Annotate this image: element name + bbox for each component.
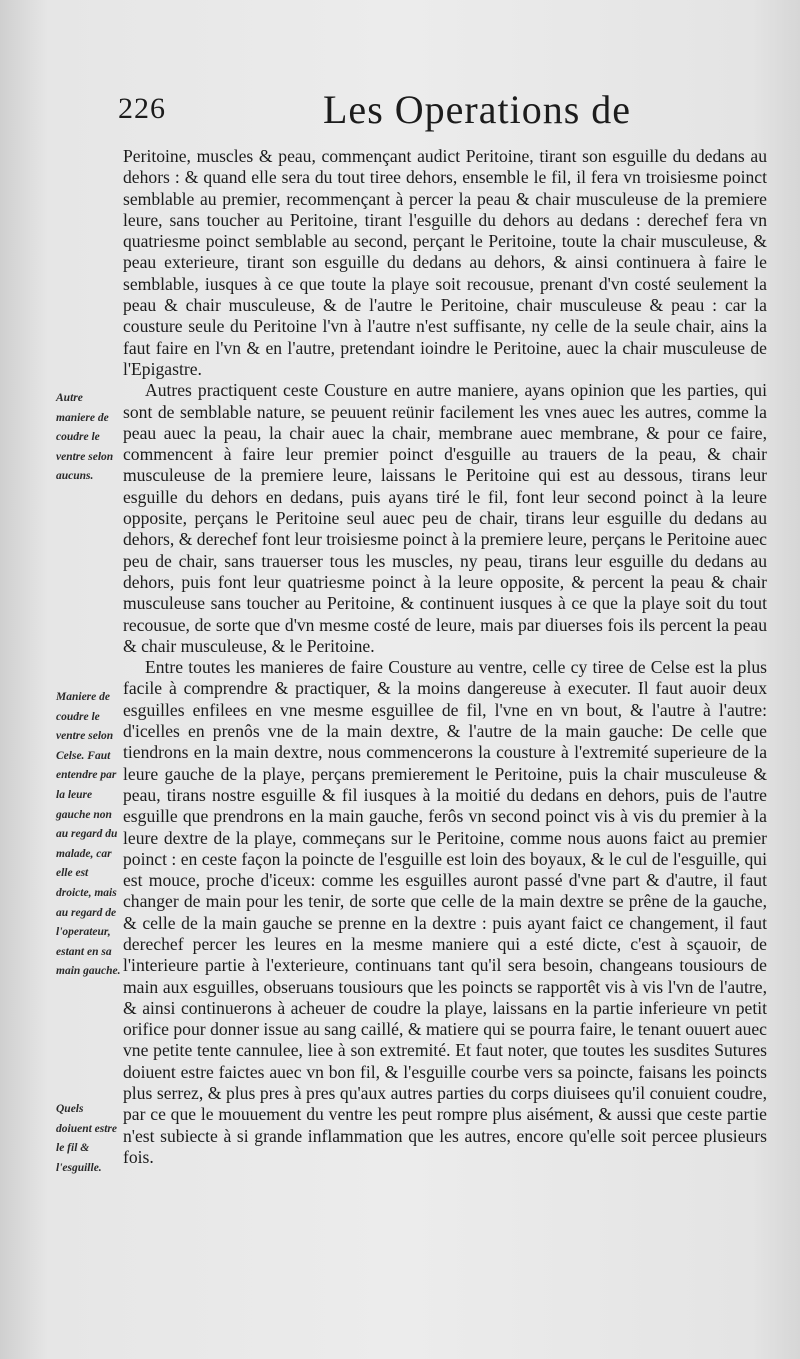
body-text	[123, 146, 767, 1168]
page-number: 226	[118, 92, 166, 125]
paragraph: Entre toutes les manieres de faire Cousture au ventre, celle cy tiree de Celse est la plus facile à comprendre & practiquer, & la moins dangereuse à executer. Il faut auoir deux esguilles enfilees en vne mesme esguillee de fil, l'vne en vn bout, & l'autre à l'autre: d'icelles en prenôs vne de la main dextre, & l'autre de la main gauche: De celle que tiendrons en la main dextre, nous commencerons la cousture à l'extremité superieure de la leure gauche de la playe, perçans premierement le Peritoine, puis la chair musculeuse & peau, tirans nostre esguille & fil iusques à la moitié du dedans en dehors, puis de l'autre esguille que prendrons en la main gauche, ferôs vn second poinct vis à vis du premier à la leure dextre de la playe, commeçans sur le Peritoine, comme nous auons faict au premier poinct : en ceste façon la poincte de l'esguille est loin des boyaux, & le cul de l'esguille, qui est mouce, proche d'iceux: comme les esguilles auront passé d'vne part & d'autre, il faut changer de main pour les tenir, de sorte que celle de la main dextre se prêne de la gauche, & celle de la main gauche se prenne en la dextre : puis ayant faict ce changement, il faut derechef percer les leures en la mesme maniere qui a esté dicte, c'est à sçauoir, de l'interieure partie à l'exterieure, continuans tant qu'il sera besoin, changeans tousiours de main aux esguilles, obseruans tousiours que les poincts se rapportêt vis à vis l'vn de l'autre, & ainsi continuerons à acheuer de coudre la playe, laissans en la partie inferieure vn petit orifice pour donner issue au sang caillé, & matiere qui se pourra faire, le tenant ouuert auec vne petite tente cannulee, liee à son extremité. Et faut noter, que toutes les susdites Sutures doiuent estre faictes auec vn bon fil, & l'esguille courbe vers sa poincte, faisans les poincts plus serrez, & plus pres à pres qu'aux autres parties du corps diuisees qu'il conuient coudre, par ce que le mouuement du ventre les peut rompre plus aisément, & aussi que ceste partie n'est subiecte à si grande inflammation que les autres, encore qu'elle soit percee plusieurs fois.	[123, 657, 767, 1167]
running-title: Les Operations de	[323, 87, 632, 132]
page-header	[118, 86, 768, 136]
paragraph: Peritoine, muscles & peau, commençant audict Peritoine, tirant son esguille du dedans au dehors : & quand elle sera du tout tiree dehors, ensemble le fil, il fera vn troisiesme poinct semblable au premier, recommençant à percer la peau & chair musculeuse de la premiere leure, sans toucher au Peritoine, tirant l'esguille du dehors au dedans : derechef fera vn quatriesme poinct semblable au second, perçant le Peritoine, toute la chair musculeuse, & peau exterieure, tirant son esguille du dedans au dehors, & ainsi continuera à faire le semblable, iusques à ce que toute la playe soit recousue, prenant d'vn costé seulement la peau & chair musculeuse, & de l'autre le Peritoine, chair musculeuse & peau : car la cousture seule du Peritoine l'vn à l'autre n'est suffisante, ny celle de la seule chair, ains la faut faire en l'vn & en l'autre, pretendant ioindre le Peritoine, auec la chair musculeuse de l'Epigastre.	[123, 146, 767, 379]
margin-note-celse-method: Maniere de coudre le ventre selon Celse. Faut entendre par la leure gauche non au regard du malade, car elle est droicte, mais au regard de l'operateur, estant en sa main gauche.	[56, 691, 121, 978]
paragraph: Autres practiquent ceste Cousture en autre maniere, ayans opinion que les parties, qui sont de semblable nature, se peuuent reünir facilement les vnes auec les autres, comme la peau auec la peau, la chair auec la chair, membrane auec membrane, & pour ce faire, commencent à faire leur premier poinct d'esguille au trauers de la peau, & chair musculeuse de la premiere leure, laissans le Peritoine qui est au dessous, tirans leur esguille du dehors en dedans, puis ayans tiré le fil, font leur second poinct à la leure opposite, perçans le Peritoine seul auec peu de chair, tirans leur esguille du dedans au dehors, & derechef font leur troisiesme poinct à la premiere leure, perçans le Peritoine auec peu de chair, sans trauerser tous les muscles, ny peau, tirans leur esguille du dedans au dehors, puis font leur quatriesme poinct à la leure opposite, & percent la peau & chair musculeuse sans toucher au Peritoine, & continuent iusques à ce que la playe soit du tout recousue, de sorte que d'vn mesme costé de leure, mais par diuerses fois ils percent la peau & chair musculeuse, & le Peritoine.	[123, 380, 767, 656]
margin-note-other-method: Autre maniere de coudre le ventre selon aucuns.	[56, 392, 114, 483]
margin-note-thread-needle: Quels doiuent estre le fil & l'esguille.	[56, 1103, 118, 1174]
